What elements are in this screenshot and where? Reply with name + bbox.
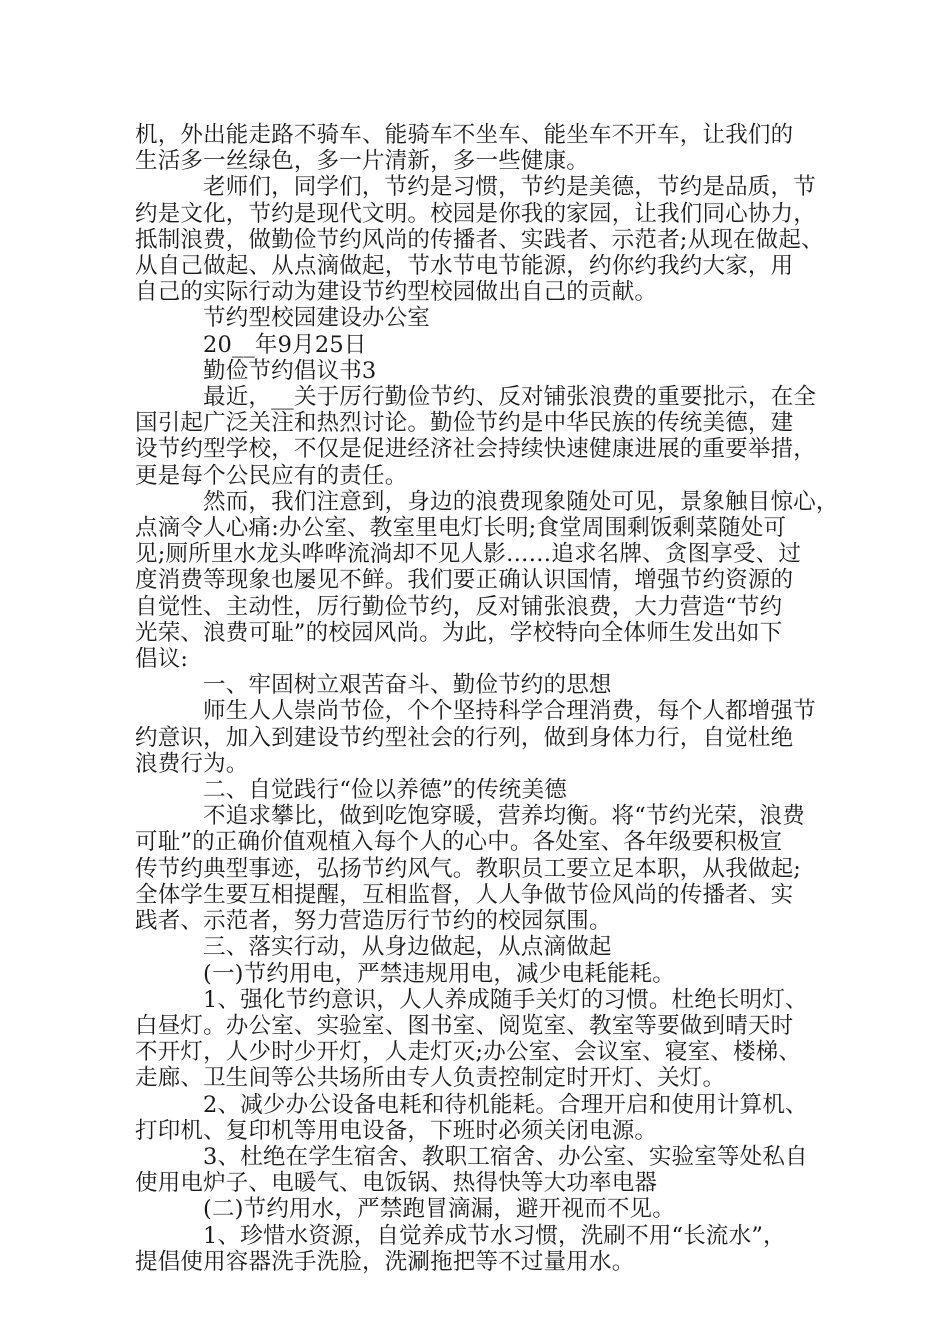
heading-1: 一、牢固树立艰苦奋斗、勤俭节约的思想 xyxy=(203,672,612,699)
subheading-electricity: (一)节约用电，严禁违规用电，减少电耗能耗。 xyxy=(203,960,675,987)
document-body xyxy=(135,122,839,1275)
paragraph-p4: 20__年9月25日 xyxy=(203,331,367,358)
paragraph-p2: 老师们，同学们，节约是习惯，节约是美德，节约是品质，节 约是文化，节约是现代文明。校园是你我的家园，让我们同心协力， 抵制浪费，做勤俭节约风尚的传播者、实践者、示范者;从现在做起、 从自己做起、从点滴做起，节水节电节能源，约你约我约大家，用 自己的实际行动为建设节约型校园做出自己的贡献。 xyxy=(135,174,824,306)
paragraph-p11: 不追求攀比，做到吃饱穿暖，营养均衡。将“节约光荣，浪费 可耻”的正确价值观植入每个人的心中。各处室、各年级要积极宣 传节约典型事迹，弘扬节约风气。教职员工要立足本职，从我做起; 全体学生要互相提醒，互相监督，人人争做节俭风尚的传播者、实 践者、示范者，努力营造厉行节约的校园氛围。 xyxy=(135,803,805,935)
paragraph-p18: 1、珍惜水资源，自觉养成节水习惯，洗刷不用“长流水”， 提倡使用容器洗手洗脸，洗涮拖把等不过量用水。 xyxy=(135,1222,786,1275)
heading-2: 二、自觉践行“俭以养德”的传统美德 xyxy=(203,777,567,804)
paragraph-p9: 师生人人崇尚节俭，个个坚持科学合理消费，每个人都增强节 约意识，加入到建设节约型社会的行列，做到身体力行，自觉杜绝 浪费行为。 xyxy=(135,698,816,777)
paragraph-p14: 1、强化节约意识，人人养成随手关灯的习惯。杜绝长明灯、 白昼灯。办公室、实验室、图书室、阅览室、教室等要做到晴天时 不开灯，人少时少开灯，人走灯灭;办公室、会议室、寝室、楼梯、 走廊、卫生间等公共场所由专人负责控制定时开灯、关灯。 xyxy=(135,986,808,1092)
section-title: 勤俭节约倡议书3 xyxy=(203,357,377,384)
paragraph-p3: 节约型校园建设办公室 xyxy=(203,305,431,332)
paragraph-p15: 2、减少办公设备电耗和待机能耗。合理开启和使用计算机、 打印机、复印机等用电设备，下班时必须关闭电源。 xyxy=(135,1091,808,1144)
heading-3: 三、落实行动，从身边做起，从点滴做起 xyxy=(203,934,612,961)
paragraph-p16: 3、杜绝在学生宿舍、教职工宿舍、办公室、实验室等处私自 使用电炉子、电暖气、电饭锅、热得快等大功率电器 xyxy=(135,1143,808,1197)
subheading-water: (二)节约用水，严禁跑冒滴漏，避开视而不见。 xyxy=(203,1196,675,1223)
paragraph-p7: 然而，我们注意到，身边的浪费现象随处可见，景象触目惊心， 点滴令人心痛:办公室、教室里电灯长明;食堂周围剩饭剩菜随处可 见;厕所里水龙头哗哗流淌却不见人影……追求名牌、贪图享受、过 度消费等现象也屡见不鲜。我们要正确认识国情，增强节约资源的 自觉性、主动性，厉行勤俭节约，反对铺张浪费，大力营造“节约 光荣、浪费可耻”的校园风尚。为此，学校特向全体师生发出如下 倡议: xyxy=(135,488,839,673)
paragraph-p1: 机，外出能走路不骑车、能骑车不坐车、能坐车不开车，让我们的 生活多一丝绿色，多一片清新，多一些健康。 xyxy=(135,122,794,175)
paragraph-p6: 最近，__关于厉行勤俭节约、反对铺张浪费的重要批示，在全 国引起广泛关注和热烈讨论。勤俭节约是中华民族的传统美德，建 设节约型学校，不仅是促进经济社会持续快速健康进展的重要举措， 更是每个公民应有的责任。 xyxy=(135,384,817,489)
